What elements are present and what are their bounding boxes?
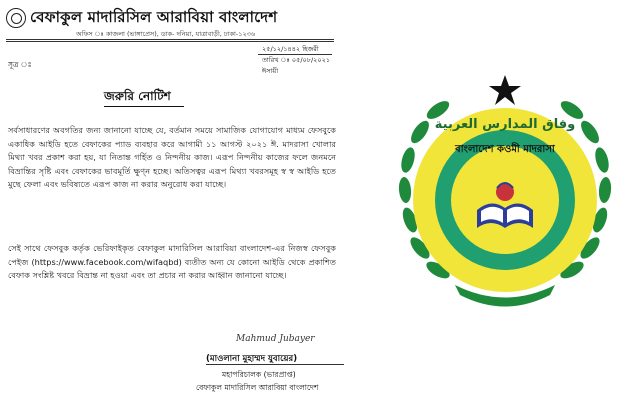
wifaq-emblem — [380, 70, 630, 320]
org-name: বেফাকুল মাদারিসিল আরাবিয়া বাংলাদেশ — [30, 8, 278, 26]
notice-paragraph-2: সেই সাথে ফেসবুক কর্তৃক ভেরিফাইকৃত বেফাকুল মাদারিসিল আরাবিয়া বাংলাদেশ-এর নিজস্ব ফেসবুক পেইজ (https://www.facebook.com/wifaqbd) ব্যতীত অন্য যে কোনো আইডি থেকে প্রকাশিত বেফাক সংশ্লিষ্ট খবরে বিভ্রান্ত না হওয়া এবং তা প্রচার না করার আহ্বান জানানো যাচ্ছে। — [8, 243, 336, 281]
star-icon — [489, 75, 521, 105]
signatory-position: মহাপরিচালক (ভারপ্রাপ্ত) — [222, 370, 296, 379]
date-english: ০৫/০৮/২০২১ ঈসায়ী — [262, 56, 331, 75]
signatory-underline — [206, 364, 344, 365]
title-underline — [104, 106, 184, 107]
signatory-org: বেফাকুল মাদারিসিল আরাবিয়া বাংলাদেশ — [196, 383, 319, 392]
date-line — [262, 55, 345, 77]
header-divider-thin — [6, 41, 334, 42]
notice-paragraph-1: সর্বসাধারণের অবগতির জন্য জানানো যাচ্ছে যে, বর্তমান সময়ে সামাজিক যোগাযোগ মাধ্যম ফেসবুকে একাধিক আইডি হতে বেফাকের প্যাড ব্যবহার করে আগামী ১১ আগস্ট ২০২১ ঈ. মাদরাসা খোলার মিথ্যা খবর প্রকাশ করা হয়, যা নিতান্ত গর্হিত ও নিন্দনীয় কাজ। এরূপ নিন্দনীয় কাজের ফলে জনমনে বিভ্রান্তির সৃষ্টি এবং বেফাকের ভাবমূর্তি ক্ষুণ্ন হচ্ছে। অতিসত্বর এরূপ মিথ্যা খবরসমূহ স্ব স্ব আইডি হতে মুছে ফেলা এবং ভবিষ্যতে এরূপ কাজ না করার অনুরোধ করা যাচ্ছে। — [8, 125, 336, 190]
date-label: তারিখ ঃ — [262, 56, 290, 64]
header-divider — [6, 39, 334, 40]
header-seal-icon — [6, 8, 26, 28]
emblem-arabic-text: وفاق المدارس العربية — [434, 117, 576, 132]
ref-label: সূত্র ঃ — [8, 60, 32, 69]
org-address: অফিস ঃ কাজলা (ভাঙ্গাপ্রেস), ডাক- দনিয়া, যাত্রাবাড়ী, ঢাকা-১২৩৬ — [76, 30, 256, 38]
date-hijri: ২৫/১২/১৪৪২ হিজরী — [262, 45, 319, 53]
signatory-name: (মাওলানা মুহাম্মদ যুবায়ের) — [206, 354, 298, 364]
notice-title: জরুরি নোটিশ — [104, 89, 171, 103]
emblem-ring-text: বাংলাদেশ কওমী মাদরাসা — [455, 144, 555, 155]
signature-scribble: Mahmud Jubayer — [236, 334, 315, 344]
